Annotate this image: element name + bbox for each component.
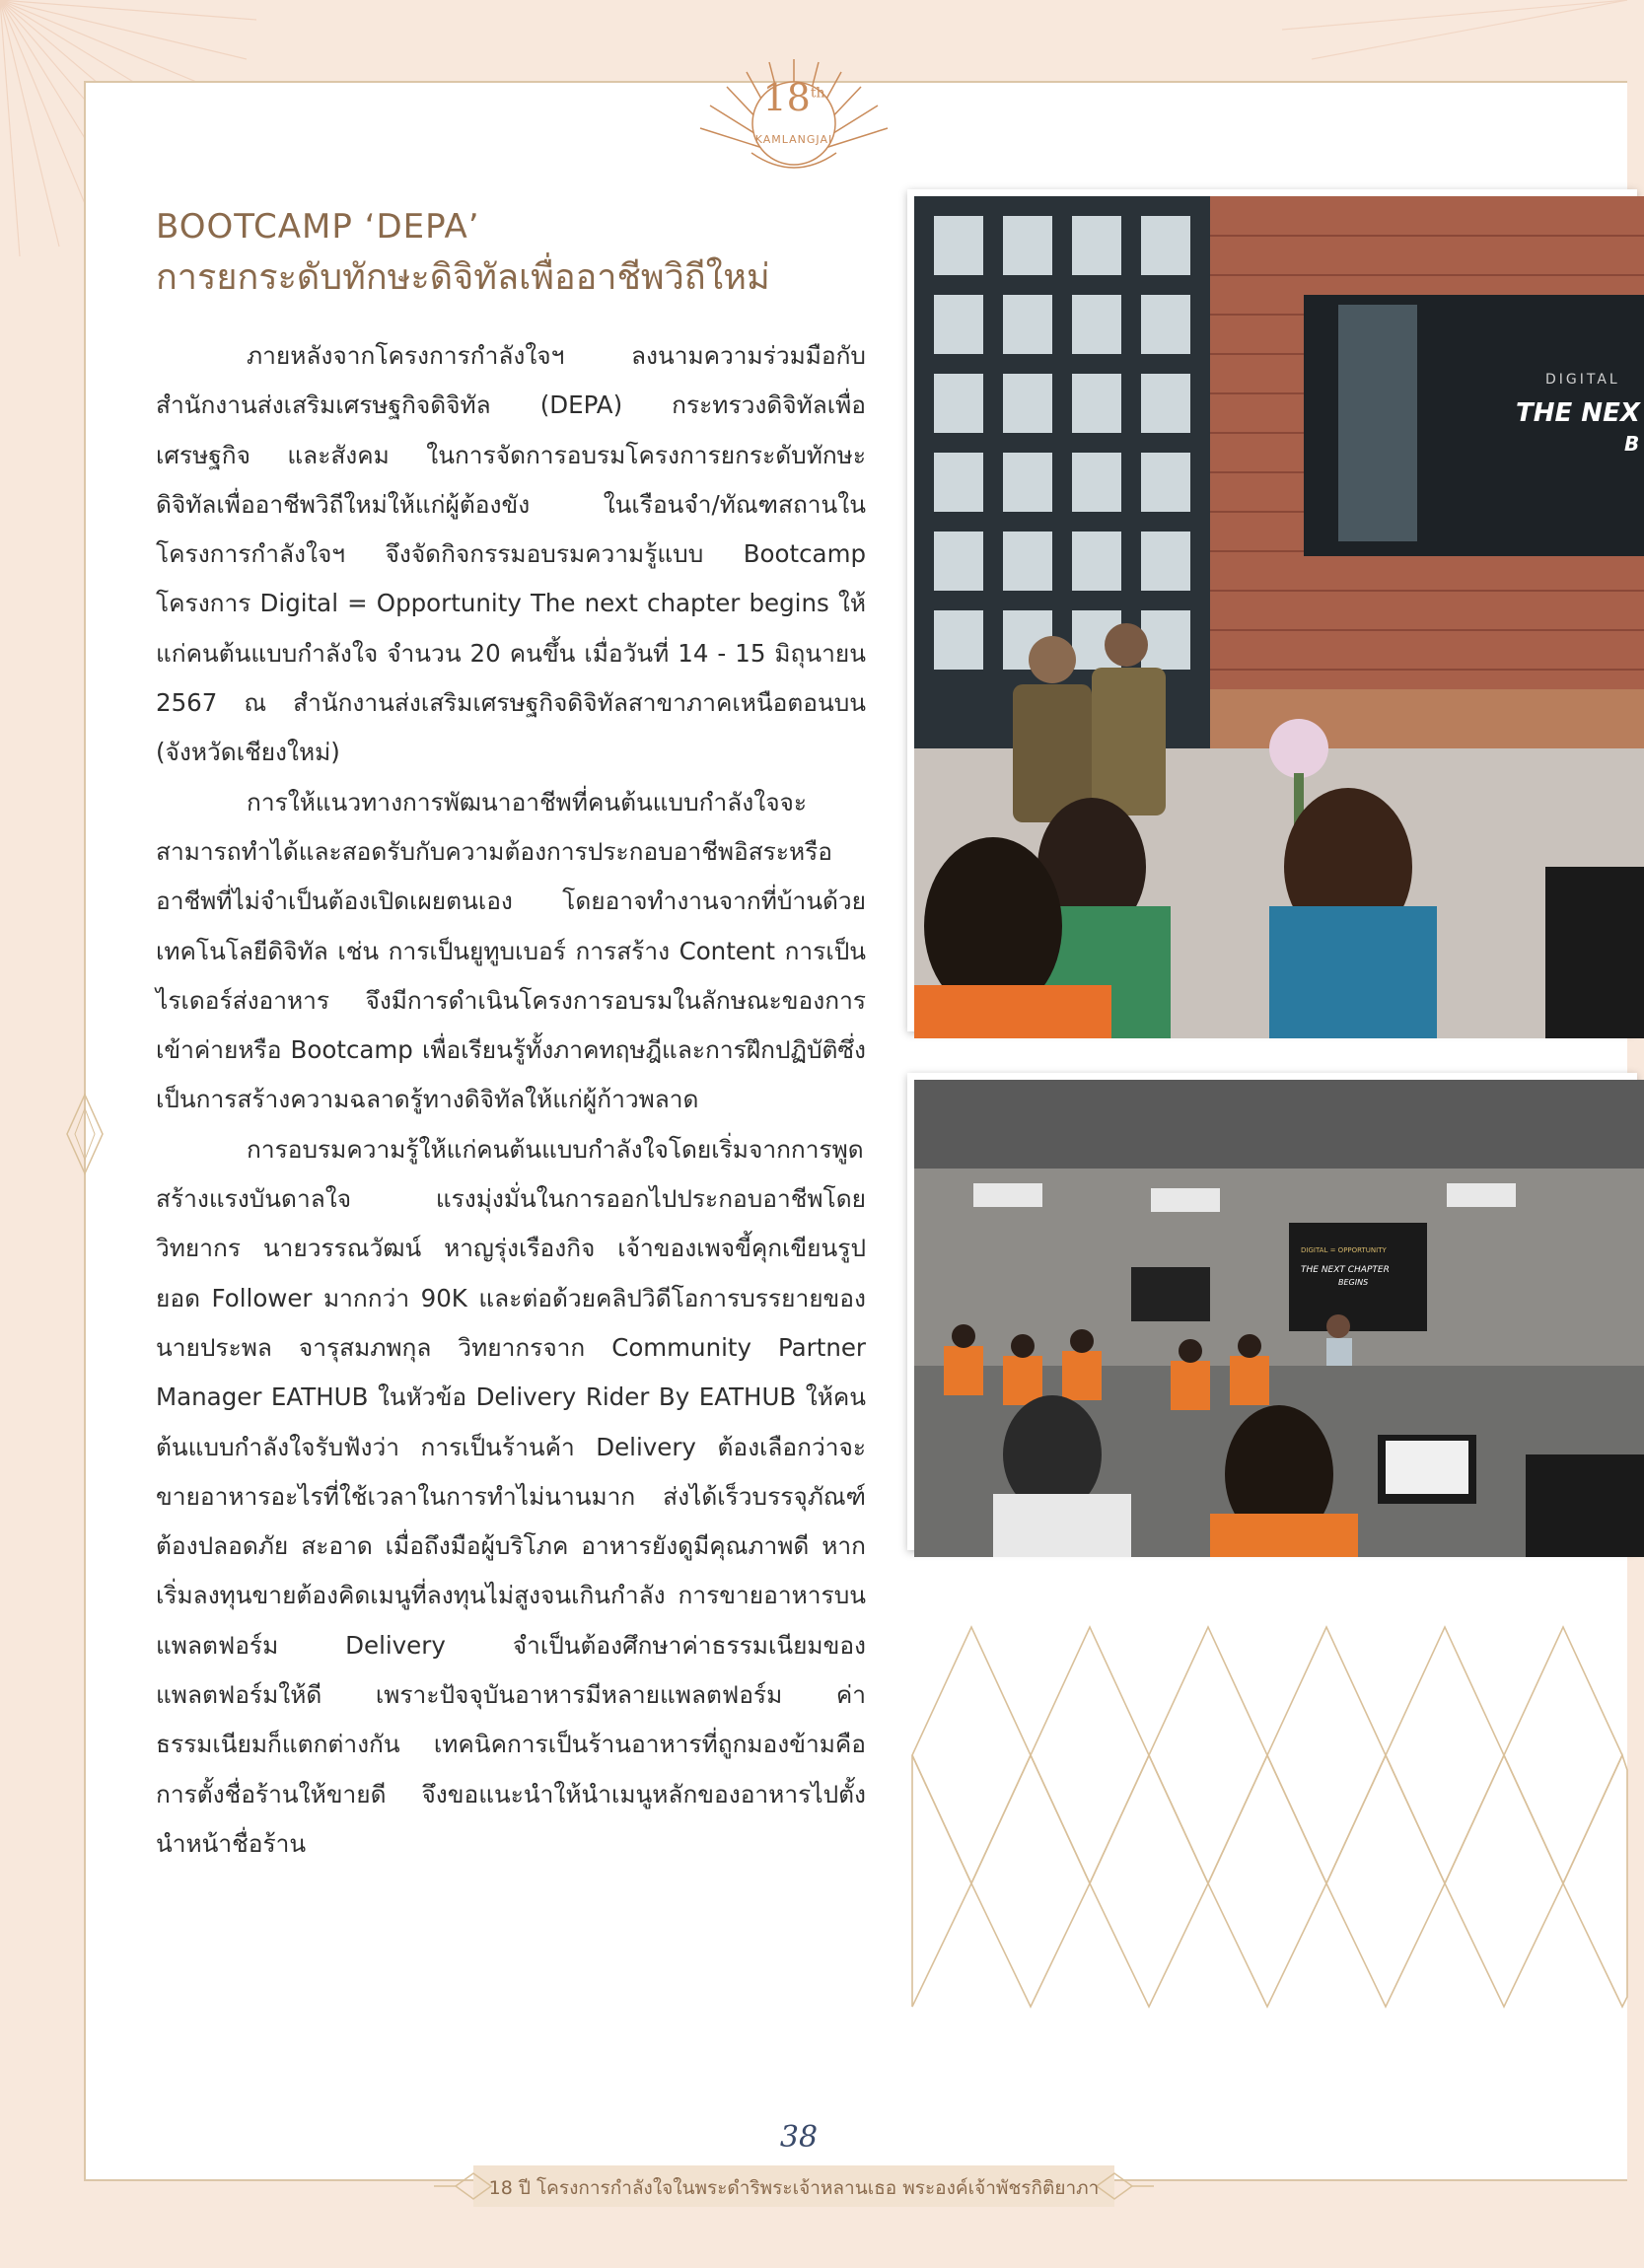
paragraph-3: การอบรมความรู้ให้แก่คนต้นแบบกำลังใจโดยเริ่มจากการพูดสร้างแรงบันดาลใจ แรงมุ่งมั่นในการออกไปประกอบอาชีพโดยวิทยากร นายวรรณวัฒน์ หาญรุ่งเรืองกิจ เจ้าของเพจขี้คุกเขียนรูป ยอด Follower มากกว่า 90K และต่อด้วยคลิปวิดีโอการบรรยายของ นายประพล จารุสมภพกุล วิทยากรจาก Community Partner Manager EATHUB ในหัวข้อ Delivery Rider By EATHUB ให้คนต้นแบบกำลังใจรับฟังว่า การเป็นร้านค้า Delivery ต้องเลือกว่าจะขายอาหารอะไรที่ใช้เวลาในการทำไม่นานมาก ส่งได้เร็วบรรจุภัณฑ์ต้องปลอดภัย สะอาด เมื่อถึงมือผู้บริโภค อาหารยังดูมีคุณภาพดี หากเริ่มลงทุนขายต้องคิดเมนูที่ลงทุนไม่สูงจนเกินกำลัง การขายอาหารบนแพลตฟอร์ม Delivery จำเป็นต้องศึกษาค่าธรรมเนียมของแพลตฟอร์มให้ดี เพราะปัจจุบันอาหารมีหลายแพลตฟอร์ม ค่าธรรมเนียมก็แตกต่างกัน เทคนิคการเป็นร้านอาหารที่ถูกมองข้ามคือ การตั้งชื่อร้านให้ขายดี จึงขอแนะนำให้นำเมนูหลักของอาหารไปตั้งนำหน้าชื่อร้าน: [156, 1134, 866, 1858]
photo-seminar-room: [907, 189, 1640, 1031]
kamlangjai-logo: [690, 54, 897, 182]
photo1-screen-line1: DIGITAL: [1545, 372, 1620, 388]
logo-number-text: 18: [762, 76, 811, 119]
logo-superscript: th: [810, 85, 825, 102]
photo-training-class-image: [914, 1080, 1644, 1557]
photo2-screen-line2: THE NEXT CHAPTER: [1301, 1265, 1390, 1275]
photo-seminar-room-image: [914, 196, 1644, 1038]
article-body: [156, 331, 866, 1869]
footer-text: 18 ปี โครงการกำลังใจในพระดำริพระเจ้าหลานเธอ พระองค์เจ้าพัชรกิติยาภา: [488, 2177, 1100, 2199]
logo-name: KAMLANGJAI: [754, 133, 833, 146]
photo1-screen-line3: B: [1624, 432, 1640, 456]
article-title-th: การยกระดับทักษะดิจิทัลเพื่ออาชีพวิถีใหม่: [156, 257, 770, 298]
logo-number: [690, 76, 897, 119]
article-title-en: BOOTCAMP ‘DEPA’: [156, 207, 480, 247]
photo1-screen-line2: THE NEX: [1516, 398, 1640, 428]
paragraph-1: ภายหลังจากโครงการกำลังใจฯ ลงนามความร่วมมือกับสำนักงานส่งเสริมเศรษฐกิจดิจิทัล (DEPA) กระทรวงดิจิทัลเพื่อเศรษฐกิจ และสังคม ในการจัดการอบรมโครงการยกระดับทักษะดิจิทัลเพื่ออาชีพวิถีใหม่ให้แก่ผู้ต้องขัง ในเรือนจำ/ทัณฑสถานในโครงการกำลังใจฯ จึงจัดกิจกรรมอบรมความรู้แบบ Bootcamp โครงการ Digital = Opportunity The next chapter begins ให้แก่คนต้นแบบกำลังใจ จำนวน 20 คนขึ้น เมื่อวันที่ 14 - 15 มิถุนายน 2567 ณ สำนักงานส่งเสริมเศรษฐกิจดิจิทัลสาขาภาคเหนือตอนบน (จังหวัดเชียงใหม่): [156, 341, 866, 767]
page-number: 38: [779, 2120, 819, 2155]
photo2-screen-line1: DIGITAL = OPPORTUNITY: [1301, 1246, 1387, 1254]
diamond-lattice-ornament: [912, 1627, 1627, 2007]
photo-training-class: [907, 1073, 1637, 1550]
photo2-screen-line3: BEGINS: [1338, 1278, 1369, 1287]
side-diamond-ornament: [65, 1095, 105, 1173]
paragraph-2: การให้แนวทางการพัฒนาอาชีพที่คนต้นแบบกำลังใจจะสามารถทำได้และสอดรับกับความต้องการประกอบอาชีพอิสระหรืออาชีพที่ไม่จำเป็นต้องเปิดเผยตนเอง โดยอาจทำงานจากที่บ้านด้วยเทคโนโลยีดิจิทัล เช่น การเป็นยูทูบเบอร์ การสร้าง Content การเป็นไรเดอร์ส่งอาหาร จึงมีการดำเนินโครงการอบรมในลักษณะของการเข้าค่ายหรือ Bootcamp เพื่อเรียนรู้ทั้งภาคทฤษฎีและการฝึกปฏิบัติซึ่งเป็นการสร้างความฉลาดรู้ทางดิจิทัลให้แก่ผู้ก้าวพลาด: [156, 787, 866, 1114]
